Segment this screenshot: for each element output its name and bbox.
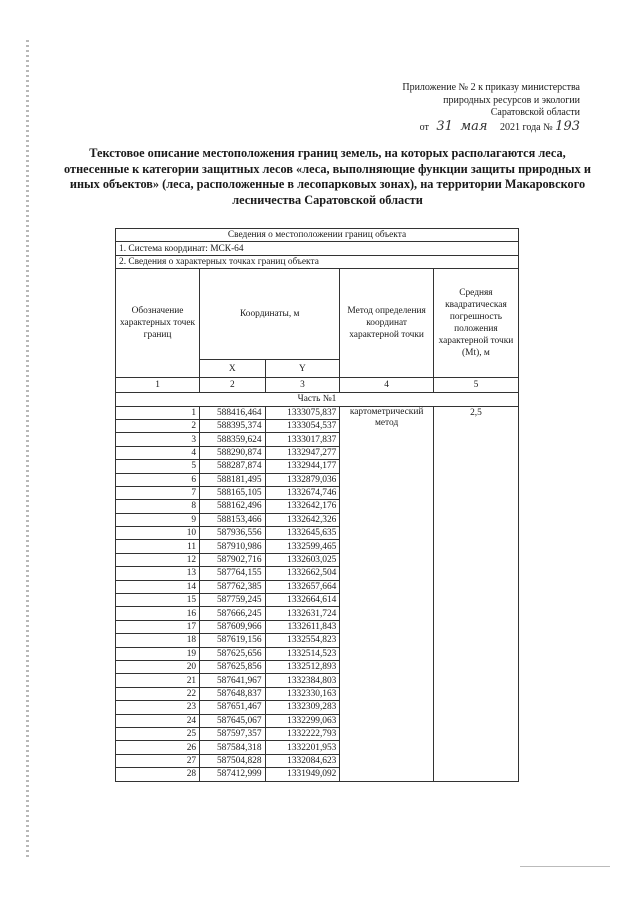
col-accuracy-header: Средняя квадратическая погрешность положения характерной точки (Mt), м <box>433 269 518 378</box>
point-number: 26 <box>116 741 200 754</box>
coord-y: 1332512,893 <box>265 660 340 673</box>
from-label: от <box>419 121 429 133</box>
point-number: 8 <box>116 500 200 513</box>
coord-x: 588287,874 <box>200 460 265 473</box>
coord-x: 587902,716 <box>200 553 265 566</box>
col-x-header: X <box>200 360 265 378</box>
coord-y: 1331949,092 <box>265 768 340 781</box>
method-cell: картометрический метод <box>340 406 434 781</box>
coord-x: 587584,318 <box>200 741 265 754</box>
point-number: 20 <box>116 660 200 673</box>
coord-y: 1332201,953 <box>265 741 340 754</box>
point-number: 12 <box>116 553 200 566</box>
scan-artifact-line <box>520 866 610 867</box>
handwritten-month: мая <box>460 118 488 134</box>
header-line-2: природных ресурсов и экологии <box>443 94 580 106</box>
coord-x: 587625,656 <box>200 647 265 660</box>
point-number: 5 <box>116 460 200 473</box>
coord-x: 588181,495 <box>200 473 265 486</box>
coord-x: 587641,967 <box>200 674 265 687</box>
point-number: 19 <box>116 647 200 660</box>
coord-y: 1332554,823 <box>265 634 340 647</box>
coord-y: 1332599,465 <box>265 540 340 553</box>
coordinate-system-row: 1. Система координат: МСК-64 <box>116 242 519 255</box>
part-row: Часть №1 <box>116 393 519 406</box>
document-title: Текстовое описание местоположения границ земель, на которых располагаются леса, отнесенные к категории защитных лесов «леса, выполняющие функции защиты природных и иных объектов» (леса, расположенные в лесопарковых зонах), на территории Макаровского лесничества Саратовской области <box>64 146 591 207</box>
coord-x: 588290,874 <box>200 446 265 459</box>
coord-y: 1332611,843 <box>265 620 340 633</box>
accuracy-cell: 2,5 <box>433 406 518 781</box>
col-point-header: Обозначение характерных точек границ <box>116 269 200 378</box>
approval-header <box>380 82 580 134</box>
point-number: 6 <box>116 473 200 486</box>
coord-x: 587625,856 <box>200 660 265 673</box>
col-number: 5 <box>433 378 518 393</box>
coord-y: 1333075,837 <box>265 406 340 419</box>
table-caption: Сведения о местоположении границ объекта <box>116 229 519 242</box>
order-date-line <box>380 118 580 135</box>
coord-x: 588165,105 <box>200 486 265 499</box>
point-number: 7 <box>116 486 200 499</box>
point-number: 23 <box>116 701 200 714</box>
point-number: 3 <box>116 433 200 446</box>
coord-y: 1332642,176 <box>265 500 340 513</box>
point-number: 21 <box>116 674 200 687</box>
coord-y: 1332664,614 <box>265 594 340 607</box>
col-coords-header: Координаты, м <box>200 269 340 360</box>
point-number: 10 <box>116 527 200 540</box>
coord-y: 1332514,523 <box>265 647 340 660</box>
coord-y: 1332642,326 <box>265 513 340 526</box>
coord-y: 1332084,623 <box>265 754 340 767</box>
coord-y: 1332631,724 <box>265 607 340 620</box>
handwritten-day: 31 <box>436 118 453 134</box>
scan-edge <box>26 40 29 860</box>
point-number: 9 <box>116 513 200 526</box>
coord-y: 1332947,277 <box>265 446 340 459</box>
point-number: 18 <box>116 634 200 647</box>
point-number: 4 <box>116 446 200 459</box>
coord-y: 1332603,025 <box>265 553 340 566</box>
point-number: 17 <box>116 620 200 633</box>
point-number: 11 <box>116 540 200 553</box>
col-method-header: Метод определения координат характерной точки <box>340 269 434 378</box>
header-line-1: Приложение № 2 к приказу министерства <box>402 82 580 93</box>
point-number: 24 <box>116 714 200 727</box>
coord-x: 587936,556 <box>200 527 265 540</box>
coord-x: 587597,357 <box>200 727 265 740</box>
point-number: 27 <box>116 754 200 767</box>
coord-x: 587412,999 <box>200 768 265 781</box>
coord-y: 1332645,635 <box>265 527 340 540</box>
coord-x: 587764,155 <box>200 567 265 580</box>
points-info-row: 2. Сведения о характерных точках границ объекта <box>116 255 519 268</box>
coord-x: 588162,496 <box>200 500 265 513</box>
coord-y: 1332674,746 <box>265 486 340 499</box>
coord-y: 1332662,504 <box>265 567 340 580</box>
col-number: 4 <box>340 378 434 393</box>
point-number: 22 <box>116 687 200 700</box>
coord-x: 587619,156 <box>200 634 265 647</box>
point-number: 14 <box>116 580 200 593</box>
table-row <box>116 406 519 419</box>
coord-x: 587609,966 <box>200 620 265 633</box>
coord-y: 1333017,837 <box>265 433 340 446</box>
coord-y: 1333054,537 <box>265 419 340 432</box>
coord-y: 1332309,283 <box>265 701 340 714</box>
coord-x: 588416,464 <box>200 406 265 419</box>
date-year: 2021 года № <box>500 121 553 133</box>
point-number: 16 <box>116 607 200 620</box>
handwritten-order-number: 193 <box>555 118 580 134</box>
point-number: 25 <box>116 727 200 740</box>
coordinates-table <box>115 228 519 782</box>
coord-x: 588359,624 <box>200 433 265 446</box>
coord-x: 588395,374 <box>200 419 265 432</box>
coord-x: 587759,245 <box>200 594 265 607</box>
header-line-3: Саратовской области <box>490 107 580 118</box>
col-number: 1 <box>116 378 200 393</box>
col-number: 2 <box>200 378 265 393</box>
coord-y: 1332384,803 <box>265 674 340 687</box>
coord-y: 1332222,793 <box>265 727 340 740</box>
coord-y: 1332879,036 <box>265 473 340 486</box>
point-number: 15 <box>116 594 200 607</box>
coord-x: 587762,385 <box>200 580 265 593</box>
coord-x: 587910,986 <box>200 540 265 553</box>
coord-y: 1332944,177 <box>265 460 340 473</box>
coord-x: 587666,245 <box>200 607 265 620</box>
point-number: 13 <box>116 567 200 580</box>
coord-x: 587651,467 <box>200 701 265 714</box>
coord-y: 1332299,063 <box>265 714 340 727</box>
col-y-header: Y <box>265 360 340 378</box>
point-number: 1 <box>116 406 200 419</box>
coord-x: 588153,466 <box>200 513 265 526</box>
point-number: 2 <box>116 419 200 432</box>
coord-x: 587648,837 <box>200 687 265 700</box>
point-number: 28 <box>116 768 200 781</box>
coord-y: 1332330,163 <box>265 687 340 700</box>
coord-y: 1332657,664 <box>265 580 340 593</box>
coord-x: 587504,828 <box>200 754 265 767</box>
coord-x: 587645,067 <box>200 714 265 727</box>
col-number: 3 <box>265 378 340 393</box>
